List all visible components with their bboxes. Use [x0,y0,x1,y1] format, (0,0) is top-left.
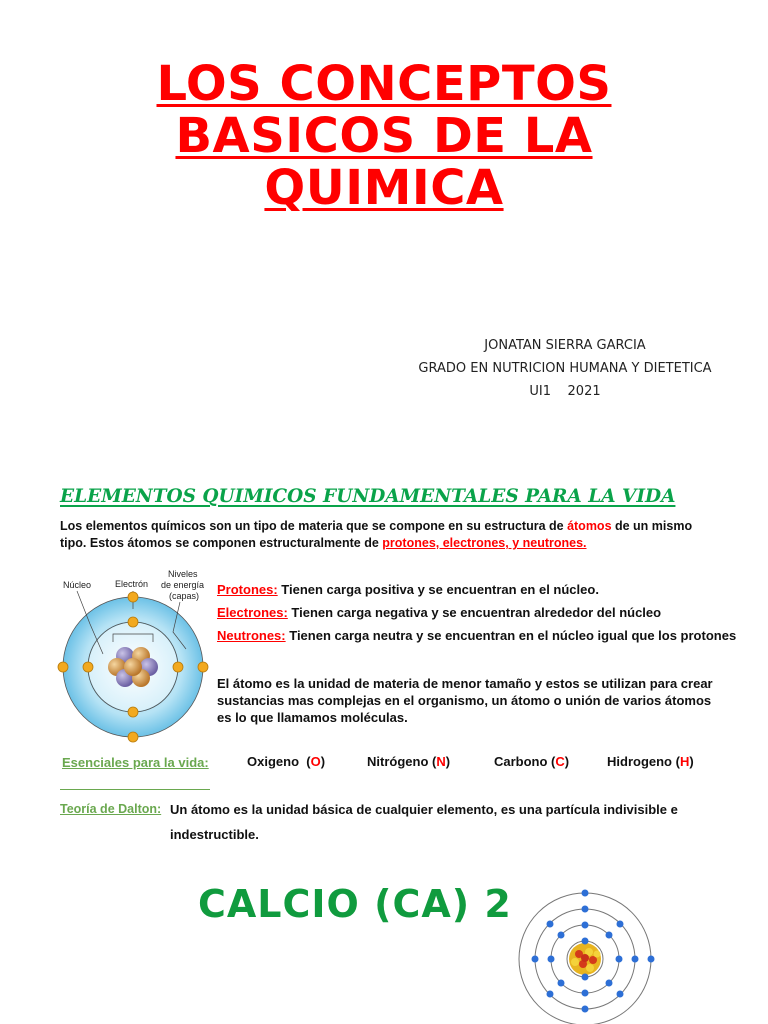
element-close: ) [564,754,570,769]
calcium-atom-diagram [510,884,680,1024]
element-nitrogeno [367,754,450,769]
author-name: JONATAN SIERRA GARCIA [484,338,646,353]
particle-neutrones [217,628,736,643]
label-electron: Electrón [115,579,149,589]
dalton-text-continued: indestructible. [170,827,259,842]
element-close: ) [320,754,326,769]
particle-label: Neutrones: [217,628,286,643]
particle-text: Tienen carga positiva y se encuentran en el núcleo. [277,582,599,597]
calcium-nucleus [569,943,601,975]
essentials-underline [60,789,210,790]
atom-description [217,675,737,726]
dalton-text: Un átomo es la unidad básica de cualquier elemento, es una partícula indivisible e [170,802,678,817]
element-symbol: C [555,754,565,769]
page-title [0,58,768,214]
label-niveles: Niveles [168,569,198,579]
element-name: Oxigeno ( [247,754,311,769]
element-carbono [494,754,569,769]
element-symbol: H [679,754,690,769]
dalton-label: Teoría de Dalton: [60,802,162,816]
particle-label: Protones: [217,582,278,597]
element-name: Carbono ( [494,754,556,769]
intro-atomos: átomos [567,519,612,533]
label-energia: de energía [161,580,205,590]
title-line-2: BASICOS DE LA [175,108,593,164]
intro-paragraph [60,518,750,552]
intro-particles: protones, electrones, y neutrones. [382,536,587,550]
particle-label: Electrones: [217,605,288,620]
section-heading: ELEMENTOS QUIMICOS FUNDAMENTALES PARA LA VIDA [60,486,676,507]
element-name: Hidrogeno ( [607,754,680,769]
intro-text-c: tipo. Estos átomos se componen estructuralmente de [60,536,383,550]
element-oxigeno [247,754,325,769]
element-hidrogeno [607,754,694,769]
intro-text-b: de un mismo [611,519,693,533]
particle-text: Tienen carga negativa y se encuentran alrededor del núcleo [287,605,662,620]
label-nucleo: Núcleo [63,580,92,590]
atom-diagram [55,564,217,752]
particle-electrones [217,605,661,620]
element-close: ) [445,754,451,769]
atom-desc-line-1: El átomo es la unidad de materia de menor tamaño y estos se utilizan para crear [217,676,713,691]
essentials-label: Esenciales para la vida: [62,755,209,770]
author-course: UI1 2021 [529,384,601,399]
element-close: ) [689,754,694,769]
particle-protones [217,582,599,597]
intro-text-a: Los elementos químicos son un tipo de materia que se compone en su estructura de [60,519,568,533]
element-symbol: O [310,754,321,769]
label-capas: (capas) [169,591,200,601]
author-degree: GRADO EN NUTRICION HUMANA Y DIETETICA [418,361,712,376]
title-line-3: QUIMICA [264,160,504,216]
element-symbol: N [436,754,446,769]
element-name: Nitrógeno ( [367,754,437,769]
atom-desc-line-2: sustancias mas complejas en el organismo, un átomo o unión de varios átomos [217,693,712,708]
atom-desc-line-3: es lo que llamamos moléculas. [217,710,408,725]
particle-text: Tienen carga neutra y se encuentran en el núcleo igual que los protones [285,628,737,643]
calcio-heading: CALCIO (CA) 2 [198,882,512,926]
title-line-1: LOS CONCEPTOS [156,56,612,112]
